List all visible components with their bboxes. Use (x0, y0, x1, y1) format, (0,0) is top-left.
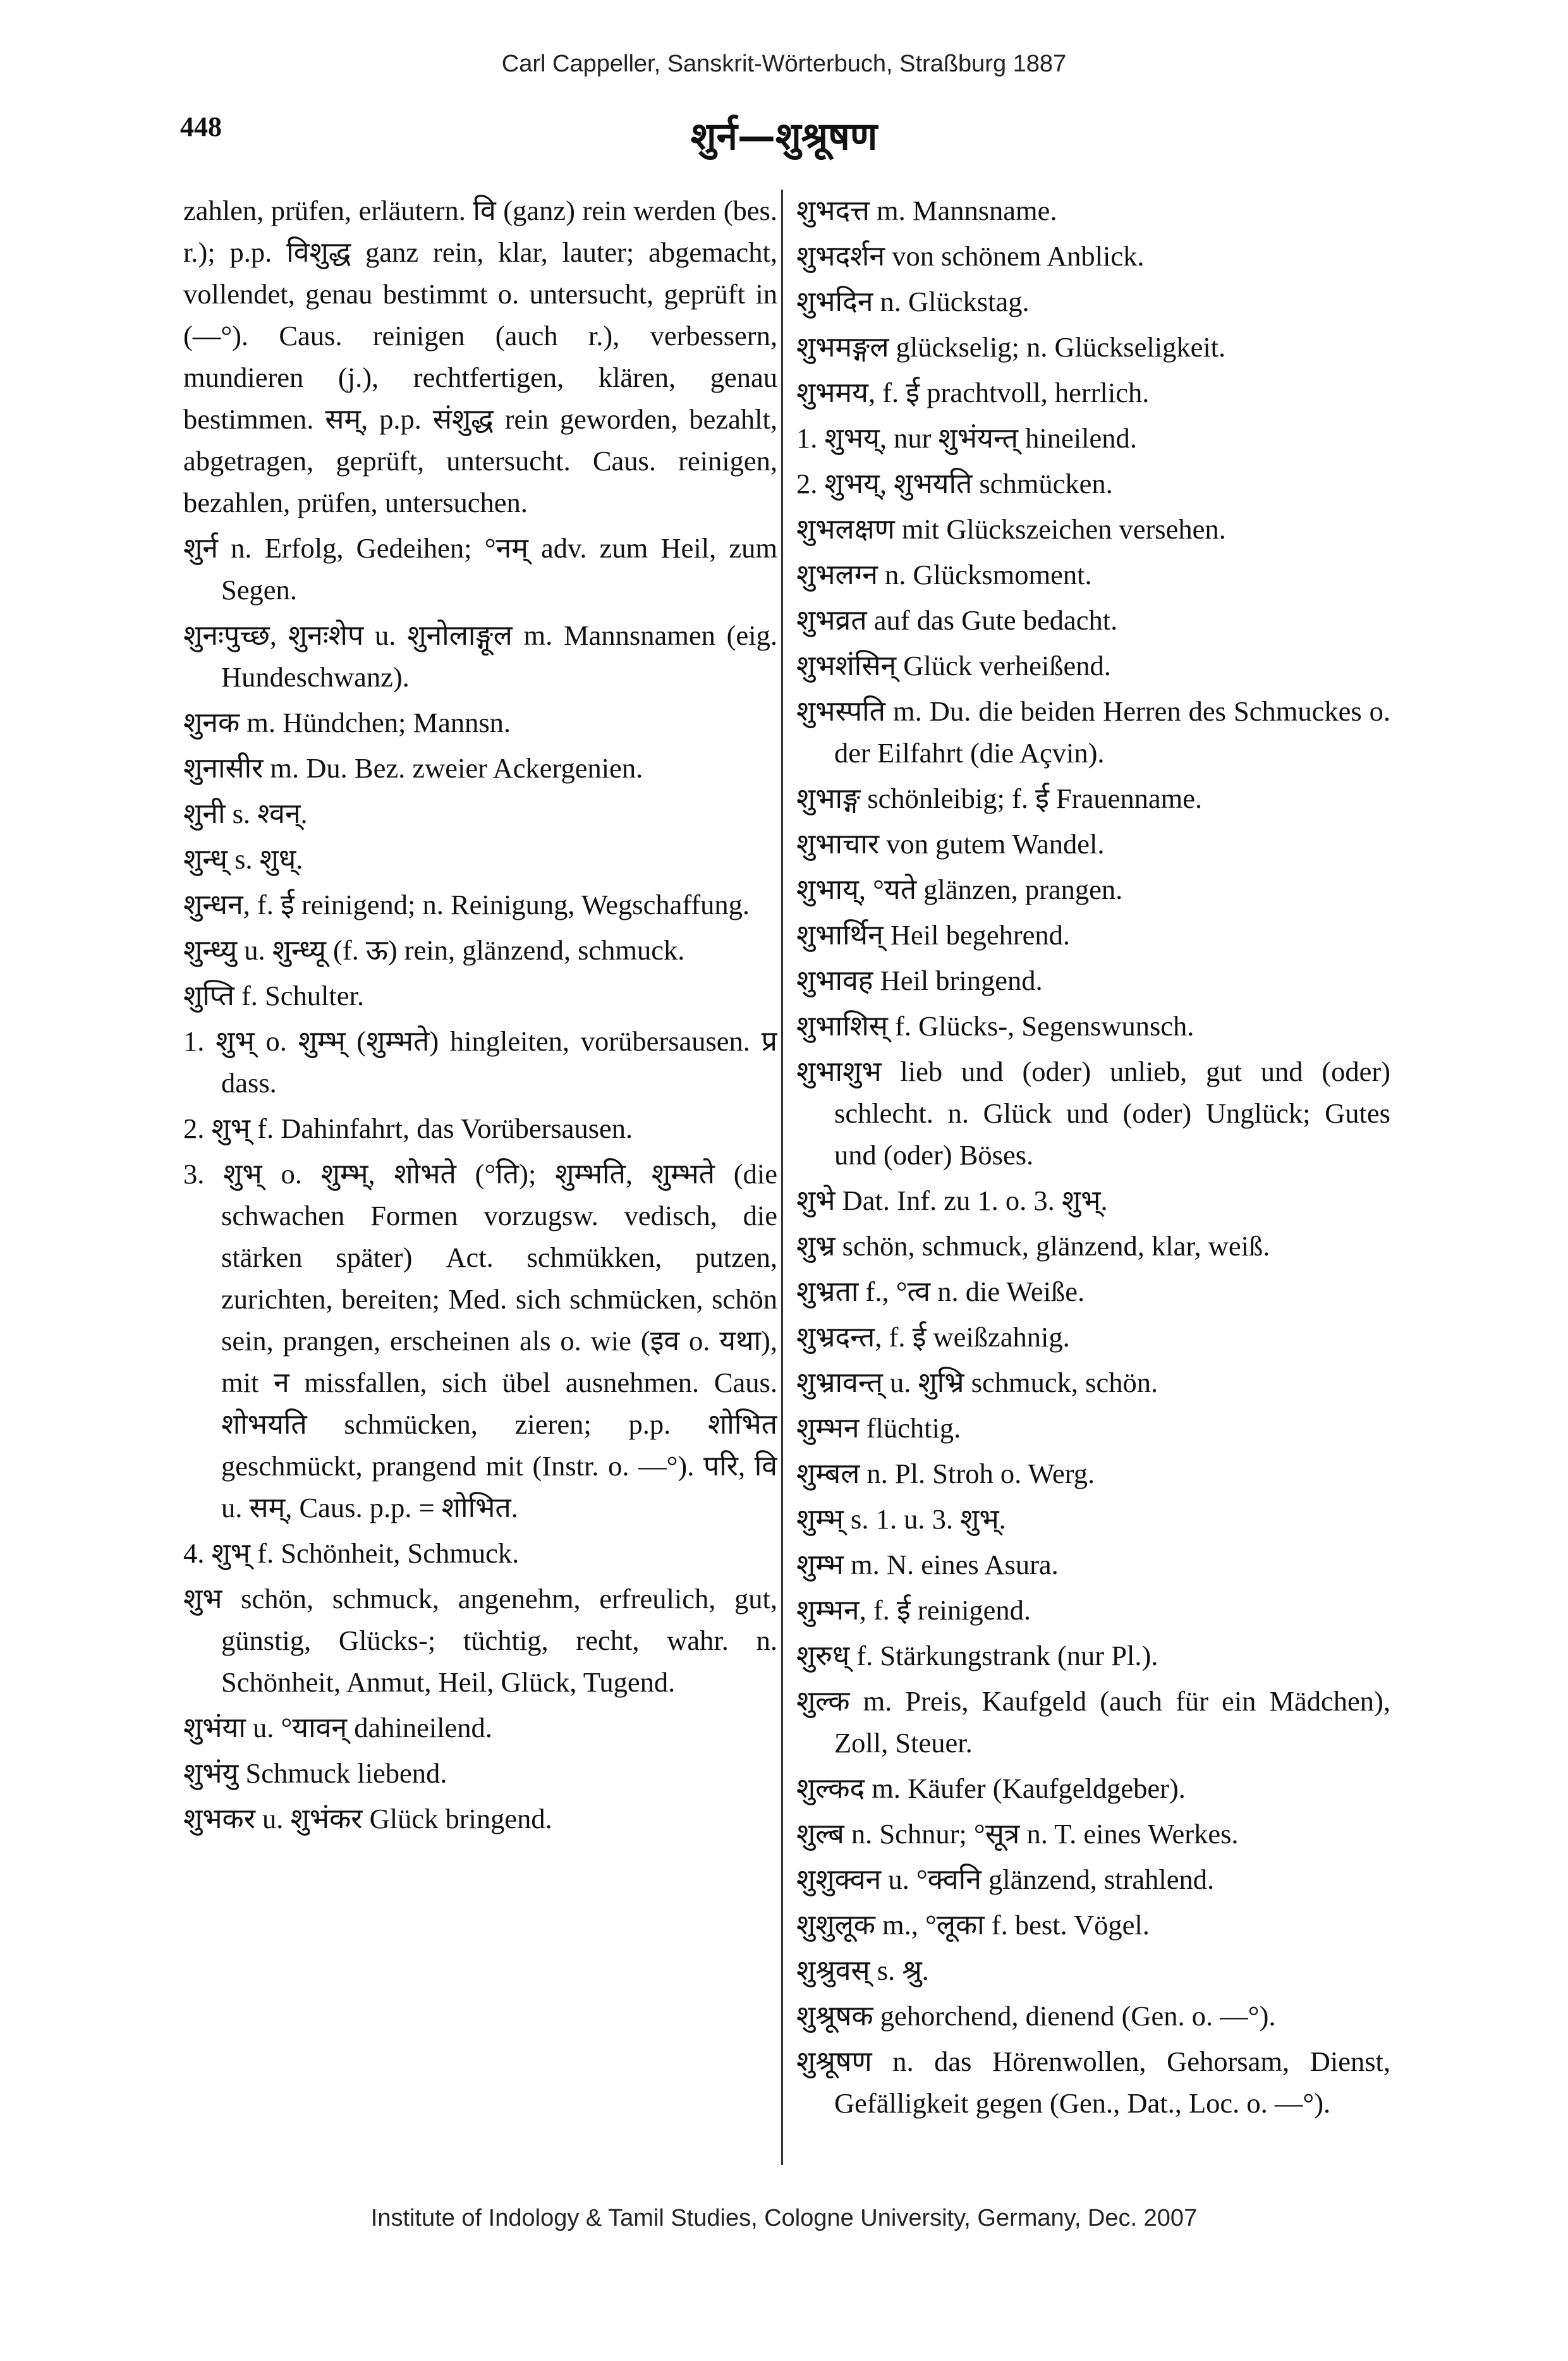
dictionary-entry: शुभार्थिन् Heil begehrend. (796, 919, 1071, 951)
dictionary-entry: शुभ्रावन्त् u. शुभ्रि schmuck, schön. (796, 1367, 1158, 1398)
dictionary-entry: शुभाय्, °यते glänzen, prangen. (796, 874, 1123, 905)
dictionary-entry: शुभदत्त m. Mannsname. (796, 195, 1057, 226)
dictionary-entry: शुन्ध्यु u. शुन्ध्यू (f. ऊ) rein, glänzend, schmuck. (183, 934, 685, 966)
dictionary-entry: शुभ्र schön, schmuck, glänzend, klar, weiß. (796, 1230, 1270, 1262)
dictionary-entry: शुश्रूषक gehorchend, dienend (Gen. o. —°). (796, 2000, 1276, 2032)
dictionary-entry: शुभमय, f. ई prachtvoll, herrlich. (796, 377, 1150, 408)
left-column (183, 190, 777, 2162)
dictionary-entry: शुभमङ्गल glückselig; n. Glückseligkeit. (796, 331, 1226, 363)
right-column (796, 190, 1390, 2162)
dictionary-entry: शुभस्पति m. Du. die beiden Herren des Schmuckes o. der Eilfahrt (die Açvin). (796, 695, 1390, 769)
dictionary-entry: शुभ schön, schmuck, angenehm, erfreulich, gut, günstig, Glücks-; tüchtig, recht, wahr. n. Schönheit, Anmut, Heil, Glück, Tugend. (183, 1583, 777, 1698)
column-divider (781, 190, 783, 2165)
dictionary-entry: शुभलग्न n. Glücksmoment. (796, 559, 1092, 590)
dictionary-entry: शुभाङ्ग schönleibig; f. ई Frauenname. (796, 783, 1203, 814)
dictionary-entry: शुभाशुभ lieb und (oder) unlieb, gut und (oder) schlecht. n. Glück und (oder) Unglück; Gutes und (oder) Böses. (796, 1056, 1390, 1171)
dictionary-entry: शुभाचार von gutem Wandel. (796, 828, 1105, 860)
dictionary-entry: शुम्भन, f. ई reinigend. (796, 1594, 1031, 1626)
dictionary-entry: शुरुध् f. Stärkungstrank (nur Pl.). (796, 1640, 1158, 1671)
dictionary-entry: शुभकर u. शुभंकर Glück bringend. (183, 1803, 552, 1834)
dictionary-entry: 2. शुभय्, शुभयति schmücken. (796, 468, 1113, 499)
dictionary-entry: शुनःपुच्छ, शुनःशेप u. शुनोलाङ्गूल m. Mannsnamen (eig. Hundeschwanz). (183, 619, 777, 693)
page-number: 448 (180, 111, 222, 142)
dictionary-entry: 2. शुभ् f. Dahinfahrt, das Vorübersausen. (183, 1113, 633, 1144)
dictionary-entry: शुम्भ् s. 1. u. 3. शुभ्. (796, 1503, 1006, 1535)
page-footer: Institute of Indology & Tamil Studies, Cologne University, Germany, Dec. 2007 (370, 2205, 1198, 2231)
dictionary-entry: शुल्कद m. Käufer (Kaufgeldgeber). (796, 1772, 1186, 1804)
dictionary-entry: 1. शुभ् o. शुम्भ् (शुम्भते) hingleiten, vorübersausen. प्र dass. (183, 1025, 777, 1099)
dictionary-entry: 3. शुभ् o. शुम्भ्, शोभते (°ति); शुम्भति, शुम्भते (die schwachen Formen vorzugsw. vedisch, die stärken später) Act. schmükken, putzen, zurichten, bereiten; Med. sich schmücken, schön sein, prangen, erscheinen als o. wie (इव o. यथा), mit न missfallen, sich übel ausnehmen. Caus. शोभयति schmücken, zieren; p.p. शोभित geschmückt, prangend mit (Instr. o. —°). परि, वि u. सम्, Caus. p.p. = शोभित. (183, 1158, 777, 1523)
dictionary-entry: शुल्ब n. Schnur; °सूत्र n. T. eines Werkes. (796, 1818, 1239, 1850)
dictionary-entry: शुभशंसिन् Glück verheißend. (796, 650, 1111, 681)
dictionary-entry: शुनक m. Hündchen; Mannsn. (183, 707, 511, 738)
dictionary-entry: शुप्ति f. Schulter. (183, 980, 365, 1011)
dictionary-entry: शुभ्रदन्त, f. ई weißzahnig. (796, 1321, 1070, 1353)
dictionary-entry: शुल्क m. Preis, Kaufgeld (auch für ein Mädchen), Zoll, Steuer. (796, 1685, 1390, 1759)
dictionary-entry: शुभावह Heil bringend. (796, 965, 1043, 996)
dictionary-entry: शुश्रुवस् s. श्रु. (796, 1955, 929, 1986)
dictionary-entry: शुन्धन, f. ई reinigend; n. Reinigung, Wegschaffung. (183, 889, 750, 920)
dictionary-entry: शुम्भन flüchtig. (796, 1412, 961, 1444)
dictionary-entry: शुभलक्षण mit Glückszeichen versehen. (796, 513, 1226, 545)
dictionary-entry: शुम्भ m. N. eines Asura. (796, 1549, 1059, 1580)
dictionary-entry: zahlen, prüfen, erläutern. वि (ganz) rein werden (bes. r.); p.p. विशुद्ध ganz rein, klar, lauter; abgemacht, vollendet, genau bestimmt o. untersucht, geprüft in (—°). Caus. reinigen (auch r.), verbessern, mundieren (j.), rechtfertigen, klären, genau bestimmen. सम्, p.p. संशुद्ध rein geworden, bezahlt, abgetragen, geprüft, untersucht. Caus. reinigen, bezahlen, prüfen, untersuchen. (183, 195, 777, 518)
source-header: Carl Cappeller, Sanskrit-Wörterbuch, Straßburg 1887 (501, 51, 1067, 77)
running-head: शुर्न—शुश्रूषण (690, 114, 878, 159)
dictionary-entry: 4. शुभ् f. Schönheit, Schmuck. (183, 1537, 520, 1569)
dictionary-entry: शुभे Dat. Inf. zu 1. o. 3. शुभ्. (796, 1185, 1108, 1216)
dictionary-entry: शुश्रूषण n. das Hörenwollen, Gehorsam, Dienst, Gefälligkeit gegen (Gen., Dat., Loc. o. —°). (796, 2046, 1390, 2119)
dictionary-entry: शुभंया u. °यावन् dahineilend. (183, 1712, 492, 1743)
dictionary-entry: शुन्ध् s. शुध्. (183, 843, 303, 875)
dictionary-entry: शुर्न n. Erfolg, Gedeihen; °नम् adv. zum Heil, zum Segen. (183, 532, 777, 606)
dictionary-entry: शुभाशिस् f. Glücks-, Segenswunsch. (796, 1010, 1194, 1042)
dictionary-entry: शुभदिन n. Glückstag. (796, 286, 1030, 317)
dictionary-entry: शुनी s. श्वन्. (183, 798, 308, 829)
dictionary-entry: शुम्बल n. Pl. Stroh o. Werg. (796, 1458, 1095, 1489)
dictionary-entry: 1. शुभय्, nur शुभंयन्त् hineilend. (796, 422, 1137, 454)
dictionary-entry: शुशुलूक m., °लूका f. best. Vögel. (796, 1909, 1150, 1941)
dictionary-entry: शुनासीर m. Du. Bez. zweier Ackergenien. (183, 752, 643, 784)
dictionary-entry: शुभ्रता f., °त्व n. die Weiße. (796, 1276, 1085, 1307)
dictionary-entry: शुभव्रत auf das Gute bedacht. (796, 604, 1118, 636)
dictionary-entry: शुभदर्शन von schönem Anblick. (796, 240, 1145, 272)
dictionary-entry: शुशुक्वन u. °क्वनि glänzend, strahlend. (796, 1864, 1215, 1895)
dictionary-entry: शुभंयु Schmuck liebend. (183, 1757, 447, 1789)
